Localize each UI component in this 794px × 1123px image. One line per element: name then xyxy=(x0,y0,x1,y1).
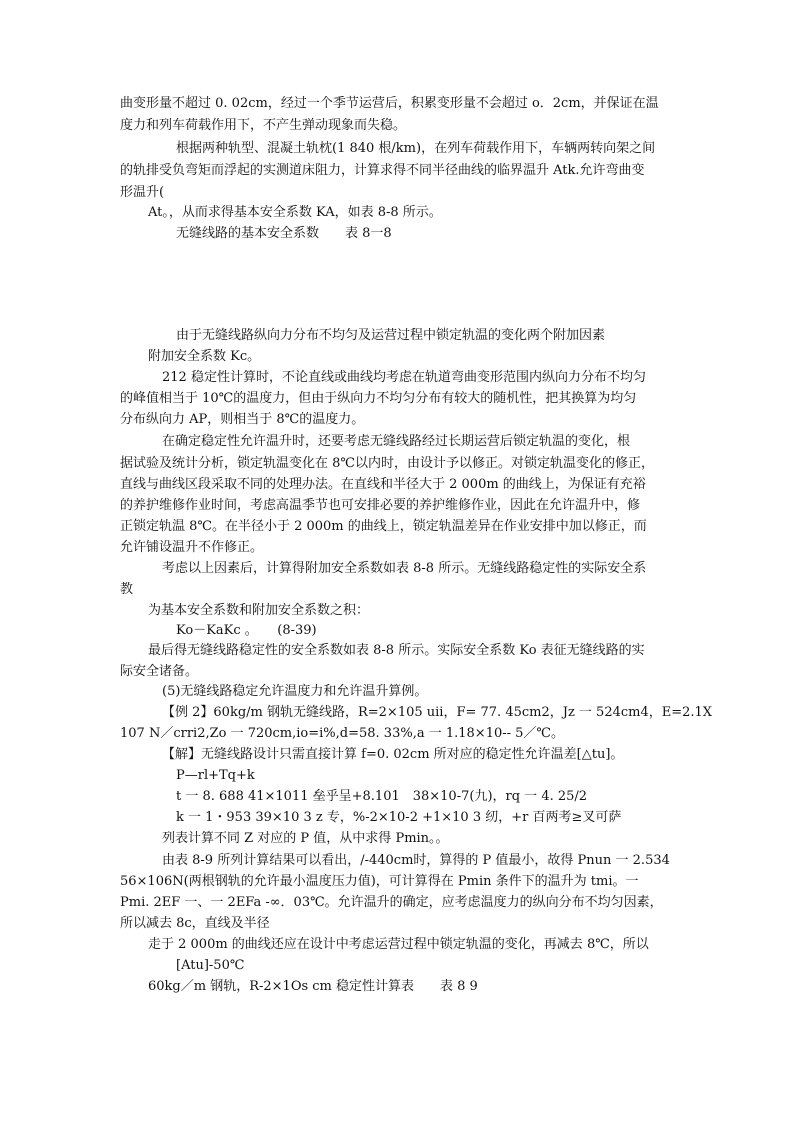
section-heading: (5)无缝线路稳定允许温度力和允许温升算例。 xyxy=(162,684,428,699)
text-line: 所以减去 8c，直线及半径 xyxy=(120,916,270,931)
text-line: 分布纵向力 AP，则相当于 8℃的温度力。 xyxy=(120,412,365,427)
text-line: 在确定稳定性允许温升时，还要考虑无缝线路经过长期运营后锁定轨温的变化，根 xyxy=(162,434,631,449)
text-line: 由于无缝线路纵向力分布不均匀及运营过程中锁定轨温的变化两个附加因素 xyxy=(176,328,606,343)
text-line: 教 xyxy=(120,582,134,597)
equation: [Atu]-50℃ xyxy=(176,958,245,973)
text-line: 正锁定轨温 8℃。在半径小于 2 000m 的曲线上，锁定轨温差异在作业安排中加以修正，而 xyxy=(120,519,647,534)
equation: Ko－KaKc 。 (8-39) xyxy=(176,623,317,638)
text-line: 56×106N(两根钢轨的允许最小温度压力值)，可计算得在 Pmin 条件下的温升为 tmi。一 xyxy=(120,874,639,889)
equation: k 一 1・953 39×10 3 z 专，%-2×10-2 +1×10 3 纫，+r 百两考≥叉可萨 xyxy=(176,810,622,825)
table-caption: 无缝线路的基本安全系数 表 8一8 xyxy=(176,226,392,241)
text-line: 为基本安全系数和附加安全系数之积： xyxy=(148,603,370,618)
text-line: 的轨排受负弯矩而浮起的实测道床阻力，计算求得不同半径曲线的临界温升 Atk.允许弯曲变 xyxy=(120,163,645,178)
text-line: 根据两种轨型、混凝土轨枕(1 840 根/km)，在列车荷载作用下，车辆两转向架之间 xyxy=(176,141,656,156)
text-line: 走于 2 000m 的曲线还应在设计中考虑运营过程中锁定轨温的变化，再减去 8℃，所以 xyxy=(148,937,649,952)
text-line: 际安全诸备。 xyxy=(120,664,199,679)
text-line: At。，从而求得基本安全系数 KA，如表 8-8 所示。 xyxy=(148,205,442,220)
text-line: 列表计算不同 Z 对应的 P 值，从中求得 Pmin。。 xyxy=(162,831,449,846)
solution-line: 【解】无缝线路设计只需直接计算 f=0. 02cm 所对应的稳定性允许温差[△tu]。 xyxy=(162,747,624,762)
text-line: 度力和列车荷载作用下，不产生弹动现象而失稳。 xyxy=(120,118,407,133)
text-line: 的峰值相当于 10℃的温度力，但由于纵向力不均匀分布有较大的随机性，把其换算为均匀 xyxy=(120,391,637,406)
text-line: 考虑以上因素后，计算得附加安全系数如表 8-8 所示。无缝线路稳定性的实际安全系 xyxy=(162,561,647,576)
equation: t 一 8. 688 41×1011 垒乎呈+8.101 38×10-7(九)，rq 一 4. 25/2 xyxy=(176,789,588,804)
text-line: 允许铺设温升不作修正。 xyxy=(120,540,264,555)
text-line: 曲变形量不超过 0. 02cm，经过一个季节运营后，积累变形量不会超过 o．2cm，并保证在温 xyxy=(120,96,659,111)
text-line: 据试验及统计分析，锁定轨温变化在 8℃以内时，由设计予以修正。对锁定轨温变化的修正， xyxy=(120,456,654,471)
text-line: 212 稳定性计算时，不论直线或曲线均考虑在轨道弯曲变形范围内纵向力分布不均匀 xyxy=(162,370,646,385)
example-line: 【例 2】60kg/m 钢轨无缝线路，R=2×105 uii，F= 77. 45cm2，Jz 一 524cm4，E=2.1X xyxy=(162,705,713,720)
text-line: 直线与曲线区段采取不同的处理办法。在直线和半径大于 2 000m 的曲线上，为保证有充裕 xyxy=(120,477,646,492)
equation: P—rl+Tq+k xyxy=(176,768,255,783)
text-line: 107 N／crri2,Zo 一 720cm,io=i%,d=58. 33%,a 一 1.18×10-- 5／℃。 xyxy=(120,726,564,741)
table-caption: 60kg／m 钢轨，R-2×1Os cm 稳定性计算表 表 8 9 xyxy=(148,979,478,994)
text-line: 形温升( xyxy=(120,185,165,200)
text-line: 最后得无缝线路稳定性的安全系数如表 8-8 所示。实际安全系数 Ko 表征无缝线路的实 xyxy=(148,643,645,658)
text-line: 的养护维修作业时间，考虑高温季节也可安排必要的养护维修作业，因此在允许温升中，修 xyxy=(120,498,641,513)
text-line: Pmi. 2EF 一、一 2EFa -∞．03℃。允许温升的确定，应考虑温度力的纵向分布不均匀因素， xyxy=(120,895,663,910)
text-line: 由表 8-9 所列计算结果可以看出，/-440cm时，算得的 P 值最小，故得 Pnun 一 2.534 xyxy=(162,853,670,868)
text-line: 附加安全系数 Kc。 xyxy=(148,349,261,364)
